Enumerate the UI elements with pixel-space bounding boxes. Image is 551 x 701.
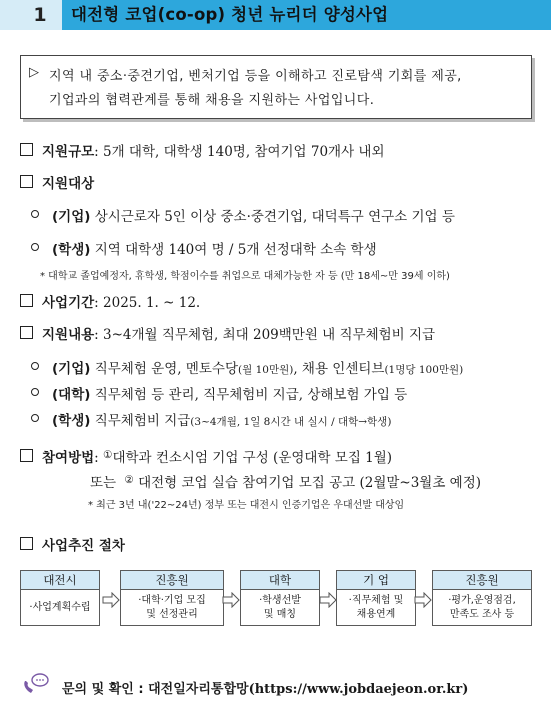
student-tag: (학생) [52, 413, 91, 429]
process-step-1-body [20, 590, 100, 626]
period-label: 사업기간 [42, 295, 95, 311]
scale-label: 지원규모 [42, 144, 95, 160]
bullet-circle-icon [31, 210, 39, 218]
checkbox-square-icon [20, 175, 33, 188]
intro-box [20, 55, 532, 119]
bullet-circle-icon [31, 362, 39, 370]
scale-row [42, 140, 385, 160]
incentive-amount: (1명당 100만원) [384, 364, 464, 376]
checkbox-square-icon [20, 449, 33, 462]
method-line-2: 대전형 코업 실습 참여기업 모집 공고 (2월말~3월초 예정) [133, 475, 482, 491]
content-row [42, 323, 435, 343]
method-note: * 최근 3년 내('22~24년) 정부 또는 대전시 인증기업은 우대선발 대상임 [88, 500, 405, 511]
process-step-5-text-2: 만족도 조사 등 [449, 609, 515, 620]
method-label: 참여방법 [42, 450, 95, 466]
corp-text-a: 직무체험 운영, 멘토수당 [90, 361, 238, 377]
univ-text: 직무체험 등 관리, 직무체험비 지급, 상해보험 가입 등 [90, 387, 408, 403]
bullet-circle-icon [31, 243, 39, 251]
bullet-circle-icon [31, 388, 39, 396]
contact-line [62, 678, 468, 697]
corp-tag: (기업) [52, 361, 91, 377]
target-student-row [52, 238, 377, 258]
method-or: 또는 [90, 475, 117, 491]
contact-url-link[interactable]: (https://www.jobdaejeon.or.kr) [248, 682, 469, 697]
univ-tag: (대학) [52, 387, 91, 403]
process-step-2-text-2: 및 선정관리 [146, 609, 198, 620]
process-step-4-head: 기 업 [336, 570, 416, 590]
process-step-1-head: 대전시 [20, 570, 100, 590]
arrow-right-icon [414, 592, 432, 608]
method-row-1 [42, 446, 392, 466]
section-header [0, 0, 551, 30]
process-step-2-text-1: ·대학·기업 모집 [138, 595, 206, 606]
method-mark-2: ② [124, 474, 134, 486]
intro-line-2: 기업과의 협력관계를 통해 채용을 지원하는 사업입니다. [49, 93, 375, 108]
arrow-right-icon [222, 592, 240, 608]
bullet-circle-icon [31, 414, 39, 422]
process-step-5-body [432, 590, 532, 626]
process-step-5-text-1: ·평가,운영점검, [448, 595, 516, 606]
content-corp-row [52, 357, 463, 377]
process-label: 사업추진 절차 [42, 538, 125, 554]
process-step-2-body [120, 590, 224, 626]
process-step-4-text-1: ·직무체험 및 [348, 595, 404, 606]
section-title: 대전형 코업(co-op) 청년 뉴리더 양성사업 [71, 5, 389, 24]
scale-text: : 5개 대학, 대학생 140명, 참여기업 70개사 내외 [94, 144, 385, 160]
period-row [42, 291, 200, 311]
corp-text-c: , 채용 인센티브 [293, 361, 385, 377]
method-line-1: 대학과 컨소시엄 기업 구성 (운영대학 모집 1월) [112, 450, 393, 466]
process-step-3-body [240, 590, 320, 626]
process-step-2-head: 진흥원 [120, 570, 224, 590]
section-number: 1 [18, 0, 62, 30]
student-tag: (학생) [52, 242, 91, 258]
content-text: : 3~4개월 직무체험, 최대 209백만원 내 직무체험비 지급 [94, 327, 436, 343]
mentor-fee: (월 10만원) [238, 364, 294, 376]
content-student-row [52, 409, 391, 429]
content-univ-row [52, 383, 407, 403]
target-corp-row [52, 205, 455, 225]
intro-line-1: 지역 내 중소·중견기업, 벤처기업 등을 이해하고 진로탐색 기회를 제공, [49, 69, 462, 84]
process-step-3-text-2: 및 매칭 [263, 609, 297, 620]
process-step-3-head: 대학 [240, 570, 320, 590]
checkbox-square-icon [20, 537, 33, 550]
method-colon: : [94, 450, 104, 466]
process-step-4-text-2: 채용연계 [356, 609, 396, 620]
checkbox-square-icon [20, 294, 33, 307]
arrow-right-icon [319, 592, 337, 608]
student-text-b: (3~4개월, 1일 8시간 내 실시 / 대학→학생) [190, 416, 392, 428]
target-note: * 대학교 졸업예정자, 휴학생, 학점이수를 취업으로 대체가능한 자 등 (만 18세~만 39세 이하) [40, 271, 450, 282]
corp-text: 상시근로자 5인 이상 중소·중견기업, 대덕특구 연구소 기업 등 [90, 209, 455, 225]
process-step-4-body [336, 590, 416, 626]
arrow-right-icon [102, 592, 120, 608]
contact-label: 문의 및 확인 : 대전일자리통합망 [62, 682, 249, 697]
method-mark-1: ① [103, 449, 113, 461]
content-label: 지원내용 [42, 327, 95, 343]
process-step-5-head: 진흥원 [432, 570, 532, 590]
process-step-3-text-1: ·학생선발 [259, 595, 301, 606]
method-row-2 [90, 471, 481, 491]
process-step-1-text: ·사업계획수립 [29, 602, 91, 613]
target-label: 지원대상 [42, 176, 95, 192]
student-text-a: 직무체험비 지급 [90, 413, 191, 429]
corp-tag: (기업) [52, 209, 91, 225]
phone-chat-icon [21, 672, 49, 696]
checkbox-square-icon [20, 326, 33, 339]
student-text: 지역 대학생 140여 명 / 5개 선정대학 소속 학생 [90, 242, 377, 258]
period-text: : 2025. 1. ~ 12. [94, 295, 201, 311]
checkbox-square-icon [20, 143, 33, 156]
triangle-arrow-icon: ▷ [29, 65, 39, 80]
